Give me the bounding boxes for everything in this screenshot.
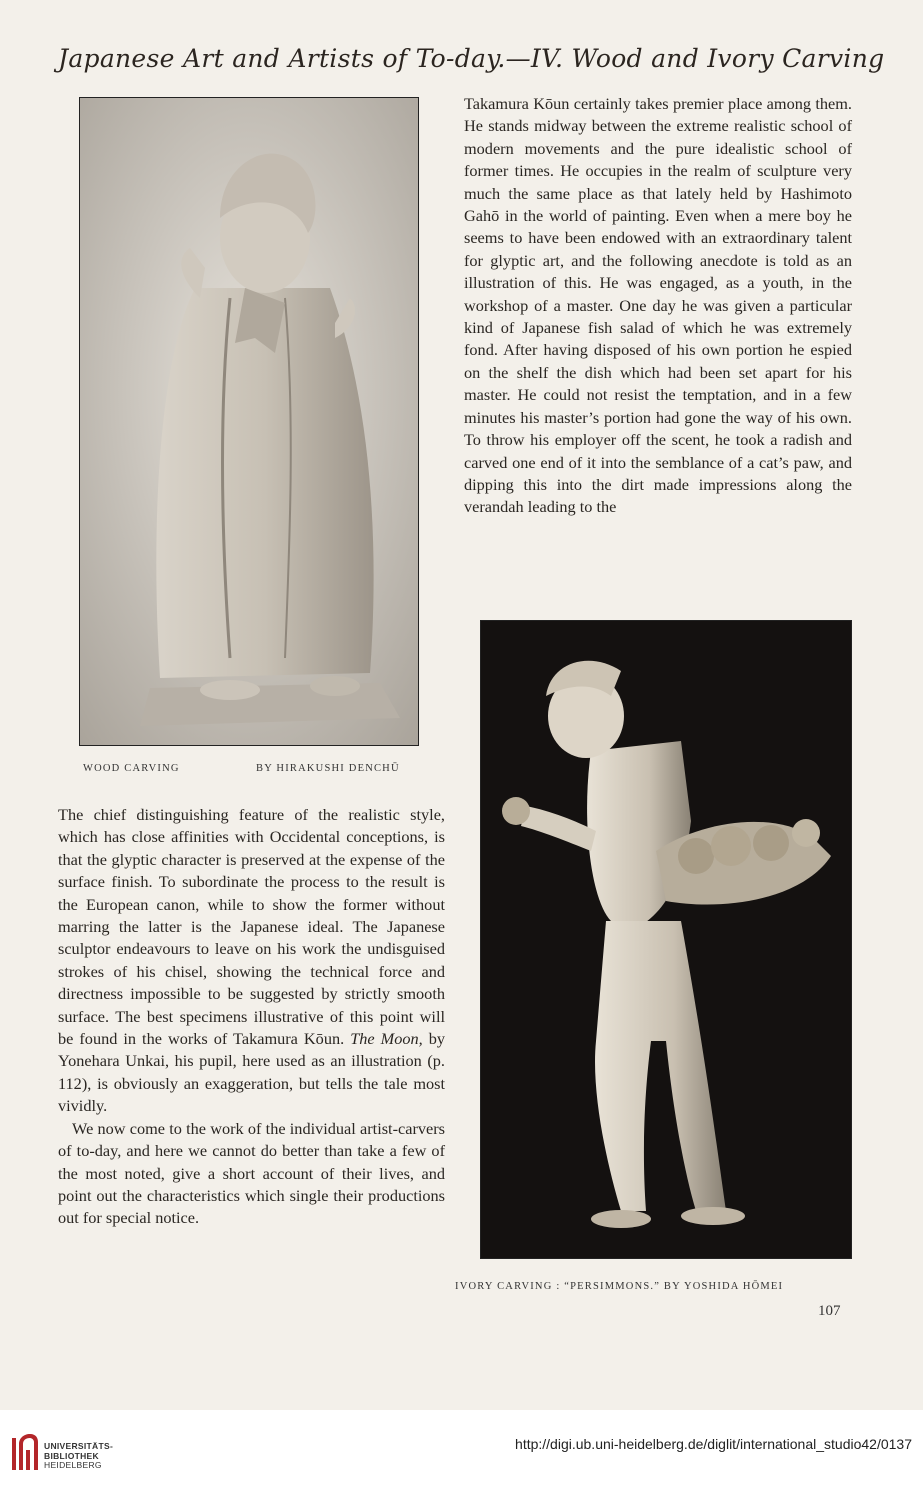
child-figure-illustration [80, 98, 418, 745]
library-logo-icon[interactable] [10, 1430, 40, 1474]
paragraph [58, 804, 445, 1118]
running-head: Japanese Art and Artists of To-day.—IV. Wood and Ivory Carving [58, 44, 885, 73]
library-name[interactable] [44, 1442, 113, 1471]
paragraph: Takamura Kōun certainly takes premier place among them. He stands midway between the extreme realistic school of modern movements and the pure idealistic school of former times. He occupies in the realm of sculpture very much the same place as that lately held by Hashimoto Gahō in the world of painting. Even when a mere boy he seems to have been endowed with an extraordinary talent for glyptic art, and the following anecdote is told as an illustration of this. He was engaged, as a youth, in the workshop of a master. One day he was given a particular kind of Japanese fish salad of which he was extremely fond. After having disposed of his own portion he espied on the shelf the dish which had been set apart for his master. He could not resist the temptation, and in a few minutes his master’s portion had gone the way of his own. To throw his employer off the scent, he took a radish and carved one end of it into the semblance of a cat’s paw, and dipping this into the dirt made impressions along the verandah leading to the [464, 94, 852, 517]
left-column-text [58, 804, 445, 1230]
ivory-carving-photo [480, 620, 852, 1259]
wood-carving-caption: WOOD CARVING [83, 763, 180, 774]
persimmon-seller-illustration [481, 621, 851, 1258]
library-name-line: HEIDELBERG [44, 1460, 102, 1470]
digitization-footer [0, 1410, 923, 1491]
source-url-link[interactable]: http://digi.ub.uni-heidelberg.de/diglit/international_studio42/0137 [515, 1436, 912, 1452]
italic-title: The Moon, [350, 1029, 423, 1049]
right-column-text [464, 93, 852, 519]
paragraph: We now come to the work of the individual artist-carvers of to-day, and here we cannot do better than take a few of the most noted, give a short account of their lives, and point out the characteristics which single their productions out for special notice. [58, 1118, 445, 1228]
page-number: 107 [818, 1303, 841, 1319]
library-name-line: BIBLIOTHEK [44, 1450, 99, 1461]
paragraph-text: by Yonehara Unkai, his pupil, here used as an illustration (p. 112), is obviously an exaggeration, but tells the tale most vividly. [58, 1029, 445, 1116]
wood-carving-credit: BY HIRAKUSHI DENCHŪ [256, 763, 400, 774]
ivory-carving-caption: IVORY CARVING : “PERSIMMONS.” BY YOSHIDA HŌMEI [455, 1281, 784, 1292]
paragraph-text: The chief distinguishing feature of the realistic style, which has close affinities with Occidental conceptions, is that the glyptic character is preserved at the expense of the surface finish. To subordinate the process to the result is the European canon, while to show the former without marring the latter is the Japanese ideal. The Japanese sculptor endeavours to leave on his work the undisguised strokes of his chisel, showing the technical force and directness impossible to be suggested by strictly smooth surface. The best specimens illustrative of this point will be found in the works of Takamura Kōun. [58, 805, 445, 1049]
library-name-line: UNIVERSITÄTS- [44, 1441, 114, 1451]
wood-carving-photo [79, 97, 419, 746]
